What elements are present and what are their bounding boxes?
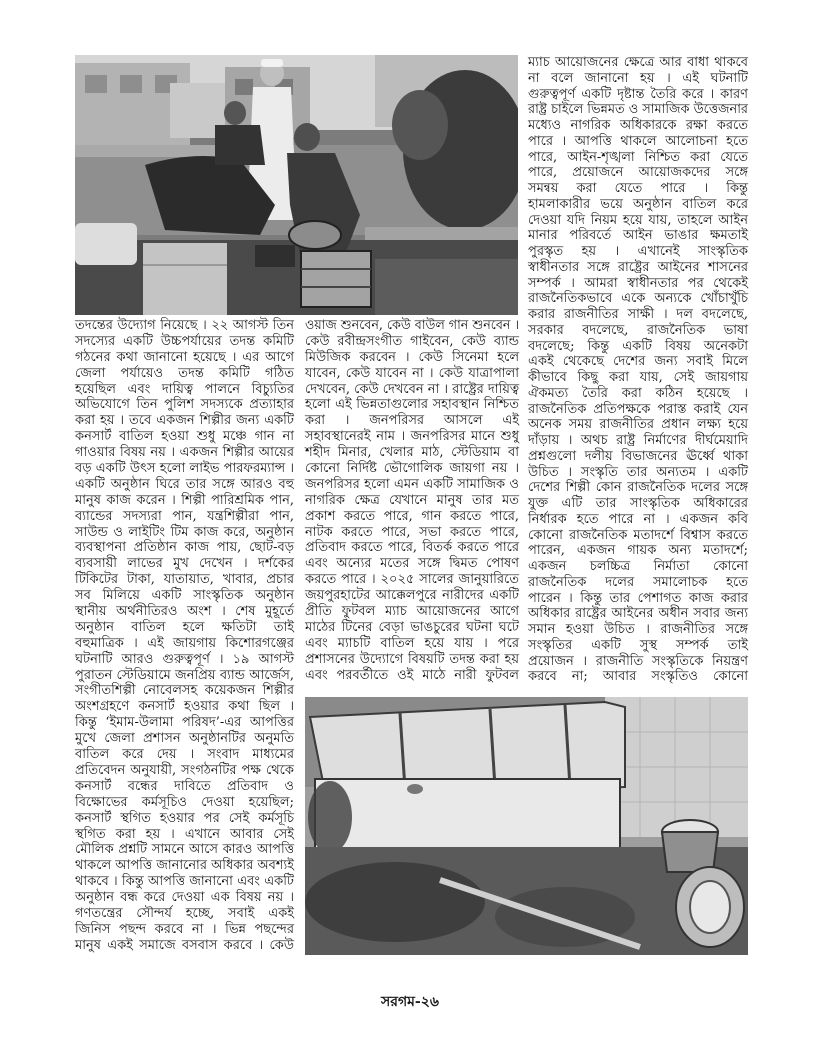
- text-line-content: অধিকার রাষ্ট্রের আইনের অধীন সবার জন্য: [528, 606, 748, 622]
- text-line-content: প্রশাসনের উদ্যোগে বিষয়টি তদন্ত করা হয়: [305, 651, 519, 667]
- text-line: [75, 556, 294, 572]
- text-line: [528, 528, 748, 544]
- text-line-content: অনেক সময় রাজনীতির প্রধান লক্ষ্য হয়ে: [528, 417, 748, 433]
- text-line: [305, 445, 519, 461]
- text-line-content: যুক্ত এটি তার সাংস্কৃতিক অধিকারের: [528, 496, 748, 511]
- text-line: [305, 636, 519, 652]
- text-line: [75, 747, 294, 763]
- text-line: [528, 260, 748, 276]
- text-line: [305, 525, 519, 541]
- text-line-content: জয়পুরহাটের আক্কেলপুরে নারীদের একটি: [305, 588, 519, 604]
- text-line: [305, 477, 519, 493]
- text-line-content: পারেন । কিন্তু তার পেশাগত কাজ করার: [528, 590, 748, 606]
- text-line: [75, 334, 294, 350]
- text-line: [305, 493, 519, 509]
- text-line: [75, 477, 294, 493]
- text-line: [528, 244, 748, 260]
- text-line: [75, 525, 294, 541]
- text-line-content: প্রীতি ফুটবল ম্যাচ আয়োজনের আগে: [305, 604, 519, 620]
- text-line: [305, 509, 519, 525]
- photo-top-image: [75, 55, 518, 315]
- text-line-content: জনপরিসর হলো এমন একটি সামাজিক ও: [305, 476, 519, 492]
- text-line-content: সংস্কৃতির একটি সুস্থ সম্পর্ক তাই: [528, 637, 748, 653]
- text-line-content: ম্যাচ আয়োজনের ক্ষেত্রে আর বাধা থাকবে: [528, 55, 748, 70]
- text-line-content: এবং পরবর্তীতে ওই মাঠে নারী ফুটবল: [305, 667, 519, 683]
- text-line-content: প্রয়োজন । রাজনীতি সংস্কৃতিকে নিয়ন্ত্রণ: [528, 653, 748, 669]
- text-line-content: অংশগ্রহণে কনসার্ট হওয়ার কথা ছিল ।: [75, 699, 294, 715]
- text-line: [75, 636, 294, 652]
- text-line: [528, 433, 748, 449]
- text-line-content: পারেন, একজন গায়ক অন্য মতাদর্শে;: [528, 543, 748, 559]
- text-line-content: সংগীতশিল্পী নোবেলসহ কয়েকজন শিল্পীর: [75, 683, 294, 699]
- text-line-content: কোনো নির্দিষ্ট ভৌগোলিক জায়গা নয় ।: [305, 461, 519, 477]
- text-line: [528, 417, 748, 433]
- text-line-content: মানুষ কাজ করেন । শিল্পী পারিশ্রমিক পান,: [75, 492, 294, 508]
- text-line: [305, 540, 519, 556]
- text-line-content: টিকিটের টাকা, যাতায়াত, খাবার, প্রচার: [75, 572, 294, 588]
- text-line-content: অভিযোগে তিন পুলিশ সদস্যকে প্রত্যাহার: [75, 397, 294, 413]
- text-line-content: জেলা পর্যায়েও তদন্ত কমিটি গঠিত: [75, 365, 294, 381]
- text-line-content: অনুষ্ঠান বাতিল হলে ক্ষতিটা তাই: [75, 619, 294, 635]
- text-line-content: কনসার্ট বাতিল হওয়া শুধু মঞ্চে গান না: [75, 429, 294, 445]
- text-line-content: নির্ধারক হতে পারে না । একজন কবি: [528, 511, 748, 527]
- text-line: [528, 575, 748, 591]
- text-line: [528, 276, 748, 292]
- page-number-label: সরগম-২৬: [381, 994, 439, 1010]
- text-line: [528, 559, 748, 575]
- text-line: [75, 429, 294, 445]
- text-line: [75, 842, 294, 858]
- text-line-content: দাঁড়ায় । অথচ রাষ্ট্র নির্মাণের দীর্ঘমেয়াদি: [528, 433, 748, 448]
- text-line: [75, 938, 294, 954]
- text-line-content: দেখবেন, কেউ দেখবেন না । রাষ্ট্রের দায়িত্ব: [305, 381, 520, 397]
- text-line-content: রাষ্ট্র চাইলে ভিন্নমত ও সামাজিক উত্তেজনার: [528, 102, 749, 118]
- text-line-content: কীভাবে কিছু করা যায়, সেই জায়গায়: [528, 370, 748, 385]
- text-line-content: পারে, প্রয়োজনে আয়োজকদের সঙ্গে: [528, 165, 748, 181]
- text-line: [75, 382, 294, 398]
- text-line: [528, 512, 748, 528]
- text-line: [528, 386, 748, 402]
- text-line-content: মুখে জেলা প্রশাসন অনুষ্ঠানটির অনুমতি: [75, 731, 294, 747]
- text-line: [75, 795, 294, 811]
- text-line-content: কোনো রাজনৈতিক মতাদর্শে বিশ্বাস করতে: [528, 527, 748, 543]
- text-line-content: কনসার্ট স্থগিত হওয়ার পর সেই কর্মসূচি: [75, 810, 294, 826]
- text-line-content: প্রকাশ করতে পারে, গান করতে পারে,: [305, 508, 519, 524]
- text-line: [75, 668, 294, 684]
- text-line-content: হলো এই ভিন্নতাগুলোর সহাবস্থান নিশ্চিত: [305, 397, 519, 413]
- text-line-content: কিন্তু ‘ইমাম-উলামা পরিষদ’-এর আপত্তির: [75, 715, 294, 731]
- text-line-content: ব্যবস্থাপনা প্রতিষ্ঠান কাজ পায়, ছোট-বড়: [75, 540, 294, 556]
- text-line-content: এবং অন্যের মতের সঙ্গে দ্বিমত পোষণ: [305, 556, 519, 572]
- text-line-content: বিক্ষোভের কর্মসূচিও দেওয়া হয়েছিল;: [75, 794, 294, 810]
- text-line-content: গাওয়ার বিষয় নয় । একজন শিল্পীর আয়ের: [75, 445, 294, 461]
- text-line: [305, 366, 519, 382]
- text-line-content: করবে না; আবার সংস্কৃতিও কোনো: [528, 669, 748, 685]
- text-line: [305, 397, 519, 413]
- text-line-content: গুরুত্বপূর্ণ একটি দৃষ্টান্ত তৈরি করে । কারণ: [528, 86, 748, 102]
- text-line-content: হামলাকারীর ভয়ে অনুষ্ঠান বাতিল করে: [528, 196, 748, 212]
- text-line-content: কনসার্ট বন্ধের দাবিতে প্রতিবাদ ও: [75, 778, 294, 794]
- text-line: [528, 291, 748, 307]
- text-line-content: বহুমাত্রিক । এই জায়গায় কিশোরগঞ্জের: [75, 635, 294, 651]
- text-line-content: পুরস্কৃত হয় । এখানেই সাংস্কৃতিক: [528, 244, 748, 259]
- text-line-content: দেওয়া যদি নিয়ম হয়ে যায়, তাহলে আইন: [528, 212, 748, 228]
- text-line: [75, 874, 294, 890]
- text-line: [75, 509, 294, 525]
- text-line-content: সরকার বদলেছে, রাজনৈতিক ভাষা: [528, 322, 748, 338]
- text-line: [528, 323, 748, 339]
- text-line-content: মানুষ একই সমাজে বসবাস করবে । কেউ: [75, 937, 294, 953]
- text-line-content: করা হয় । তবে একজন শিল্পীর জন্য একটি: [75, 413, 294, 429]
- text-line: [75, 397, 294, 413]
- text-line: [75, 413, 294, 429]
- text-line-content: করা । জনপরিসর আসলে এই: [305, 413, 519, 429]
- text-line-content: ঘটনাটি আরও গুরুত্বপূর্ণ । ১৯ আগস্ট: [75, 651, 294, 667]
- text-line: [528, 638, 748, 654]
- text-line: [528, 71, 748, 87]
- text-line-content: থাকবে । কিন্তু আপত্তি জানানো এবং একটি: [75, 874, 294, 890]
- text-line-content: প্রতিবেদন অনুযায়ী, সংগঠনটির পক্ষ থেকে: [75, 762, 294, 778]
- text-line: [528, 543, 748, 559]
- text-line: [528, 480, 748, 496]
- text-line-content: যাবেন, কেউ যাবেন না । কেউ যাত্রাপালা: [305, 365, 519, 381]
- text-line: [75, 588, 294, 604]
- text-line: [528, 197, 748, 213]
- text-line: [305, 556, 519, 572]
- text-line: [75, 493, 294, 509]
- text-line: [75, 890, 294, 906]
- text-line: [305, 429, 519, 445]
- text-line: [528, 465, 748, 481]
- text-column-right: [528, 55, 748, 685]
- text-line: [528, 102, 748, 118]
- text-line-content: নাগরিক ক্ষেত্র যেখানে মানুষ তার মত: [305, 492, 519, 508]
- text-line-content: উচিত । সংস্কৃতি তার অন্যতম । একটি: [528, 464, 748, 480]
- text-line: [305, 668, 519, 684]
- text-line: [528, 228, 748, 244]
- text-line-content: গণতন্ত্রের সৌন্দর্য হচ্ছে, সবাই একই: [75, 905, 294, 921]
- text-line: [75, 604, 294, 620]
- text-line: [528, 669, 748, 685]
- text-line: [305, 652, 519, 668]
- text-line-content: সদস্যের একটি উচ্চপর্যায়ের তদন্ত কমিটি: [75, 333, 294, 349]
- text-line-content: দেশের শিল্পী কোন রাজনৈতিক দলের সঙ্গে: [528, 480, 748, 496]
- text-line-content: পারে । আপত্তি থাকলে আলোচনা হতে: [528, 133, 748, 149]
- text-line: [528, 449, 748, 465]
- text-line: [528, 134, 748, 150]
- text-line-content: সমান হওয়া উচিত । রাজনীতির সঙ্গে: [528, 622, 748, 637]
- text-line-content: স্বাধীনতার সঙ্গে রাষ্ট্রের আইনের শাসনের: [528, 259, 748, 275]
- text-line-content: সম্পর্ক । আমরা স্বাধীনতার পর থেকেই: [528, 275, 748, 291]
- text-line-content: না বলে জানানো হয় । এই ঘটনাটি: [528, 70, 748, 86]
- text-line-content: বড় একটি উৎস হলো লাইভ পারফরম্যান্স ।: [75, 461, 294, 477]
- text-line-content: করার রাজনীতির সাক্ষী । দল বদলেছে,: [528, 307, 748, 322]
- text-line: [305, 588, 519, 604]
- text-line: [305, 334, 519, 350]
- text-line: [305, 604, 519, 620]
- text-line-content: ব্যবসায়ী লাভের মুখ দেখেন । দর্শকের: [75, 556, 294, 572]
- text-line-content: পারে, আইন-শৃঙ্খলা নিশ্চিত করা যেতে: [528, 149, 748, 165]
- text-line-content: নাটক করতে পারে, সভা করতে পারে,: [305, 524, 519, 540]
- text-line-content: রাজনৈতিক প্রতিপক্ষকে পরাস্ত করাই যেন: [528, 401, 748, 417]
- text-line-content: কেউ রবীন্দ্রসংগীত গাইবেন, কেউ ব্যান্ড: [305, 333, 519, 349]
- article-photo-top: [75, 55, 518, 315]
- text-line-content: ব্যান্ডের সদস্যরা পান, যন্ত্রশিল্পীরা পান,: [75, 508, 294, 524]
- text-line: [75, 858, 294, 874]
- text-line: [528, 55, 748, 71]
- text-line: [528, 181, 748, 197]
- text-line-content: সহাবস্থানেরই নাম । জনপরিসর মানে শুধু: [305, 429, 519, 445]
- text-line-content: রাজনৈতিক দলের সমালোচক হতে: [528, 574, 748, 590]
- text-line: [528, 118, 748, 134]
- text-line-content: মিউজিক করবেন । কেউ সিনেমা হলে: [305, 349, 519, 365]
- text-line-content: একই থেকেছে দেশের জন্য সবাই মিলে: [528, 354, 748, 370]
- text-line: [528, 496, 748, 512]
- text-line: [528, 165, 748, 181]
- text-line: [528, 591, 748, 607]
- text-line: [528, 339, 748, 355]
- text-line: [75, 699, 294, 715]
- text-line-content: হয়েছিল এবং দায়িত্ব পালনে বিচ্যুতির: [75, 381, 294, 397]
- text-line-content: রাজনৈতিকভাবে একে অন্যকে খোঁচাখুঁচি: [528, 291, 748, 307]
- text-line-content: প্রতিবাদ করতে পারে, বিতর্ক করতে পারে: [305, 540, 519, 556]
- text-line: [528, 370, 748, 386]
- text-line-content: স্থগিত করা হয় । এখানে আবার সেই: [75, 826, 294, 842]
- text-line: [528, 402, 748, 418]
- text-line: [75, 922, 294, 938]
- text-line: [305, 572, 519, 588]
- text-line: [75, 350, 294, 366]
- text-line: [305, 461, 519, 477]
- text-line-content: সাউন্ড ও লাইটিং টিম কাজ করে, অনুষ্ঠান: [75, 524, 294, 540]
- text-line-content: জিনিস পছন্দ করবে না । ভিন্ন পছন্দের: [75, 921, 294, 937]
- text-line: [75, 779, 294, 795]
- text-line-content: ঐকমত্য তৈরি করা কঠিন হয়েছে ।: [528, 385, 748, 401]
- text-line-content: গঠনের কথা জানানো হয়েছে । এর আগে: [75, 349, 294, 365]
- text-line-content: করতে পারে । ২০২৫ সালের জানুয়ারিতে: [305, 572, 519, 588]
- text-line: [528, 150, 748, 166]
- text-line-content: মধ্যেও নাগরিক অধিকারকে রক্ষা করতে: [528, 118, 748, 133]
- text-line: [75, 318, 294, 334]
- text-column-left: [75, 318, 294, 954]
- article-photo-bottom: [305, 697, 748, 955]
- text-line: [305, 350, 519, 366]
- text-line-content: পুরাতন স্টেডিয়ামে জনপ্রিয় ব্যান্ড আর্জেস,: [75, 667, 294, 683]
- text-line-content: সব মিলিয়ে একটি সাংস্কৃতিক অনুষ্ঠান: [75, 588, 294, 604]
- text-line: [75, 366, 294, 382]
- text-line-content: অনুষ্ঠান বন্ধ করে দেওয়া এক বিষয় নয় ।: [75, 890, 294, 906]
- text-line: [528, 606, 748, 622]
- text-line: [75, 763, 294, 779]
- text-line: [75, 811, 294, 827]
- text-line: [75, 906, 294, 922]
- text-line-content: একটি অনুষ্ঠান ঘিরে তার সঙ্গে আরও বহু: [75, 476, 294, 492]
- text-line: [528, 654, 748, 670]
- text-line-content: মাঠের টিনের বেড়া ভাঙচুরের ঘটনা ঘটে: [305, 619, 519, 635]
- text-line-content: মৌলিক প্রশ্নটি সামনে আসে কারও আপত্তি: [75, 842, 294, 858]
- text-line: [75, 827, 294, 843]
- text-line: [305, 620, 519, 636]
- text-line-content: বাতিল করে দেয় । সংবাদ মাধ্যমের: [75, 747, 294, 763]
- photo-bottom-image: [305, 697, 748, 955]
- text-line-content: মানার পরিবর্তে আইন ভাঙার ক্ষমতাই: [528, 228, 748, 244]
- text-line: [75, 652, 294, 668]
- text-line: [75, 683, 294, 699]
- text-line-content: এবং ম্যাচটি বাতিল হয়ে যায় । পরে: [305, 635, 519, 651]
- text-line: [528, 354, 748, 370]
- text-line: [75, 461, 294, 477]
- text-line: [528, 87, 748, 103]
- text-line: [305, 318, 519, 334]
- text-line-content: তদন্তের উদ্যোগ নিয়েছে । ২২ আগস্ট তিন: [75, 318, 294, 333]
- text-line-content: একজন চলচ্চিত্র নির্মাতা কোনো: [528, 559, 748, 574]
- text-line: [75, 540, 294, 556]
- text-line: [75, 572, 294, 588]
- text-line: [75, 445, 294, 461]
- text-line-content: বদলেছে; কিন্তু একটি বিষয় অনেকটা: [528, 338, 748, 354]
- text-line: [75, 715, 294, 731]
- text-line: [528, 213, 748, 229]
- text-line-content: ওয়াজ শুনবেন, কেউ বাউল গান শুনবেন ।: [305, 318, 519, 333]
- text-line-content: স্থানীয় অর্থনীতিরও অংশ । শেষ মুহূর্তে: [75, 604, 294, 620]
- text-line-content: থাকলে আপত্তি জানানোর অধিকার অবশ্যই: [75, 858, 294, 874]
- text-line-content: শহীদ মিনার, খেলার মাঠ, স্টেডিয়াম বা: [305, 445, 519, 461]
- text-line: [305, 382, 519, 398]
- text-line: [75, 620, 294, 636]
- text-line-content: সমন্বয় করা যেতে পারে । কিন্তু: [528, 181, 748, 196]
- text-line-content: প্রশ্নগুলো দলীয় বিভাজনের ঊর্ধ্বে থাকা: [528, 448, 748, 464]
- text-column-middle: [305, 318, 519, 683]
- text-line: [75, 731, 294, 747]
- text-line: [528, 307, 748, 323]
- text-line: [528, 622, 748, 638]
- text-line: [305, 413, 519, 429]
